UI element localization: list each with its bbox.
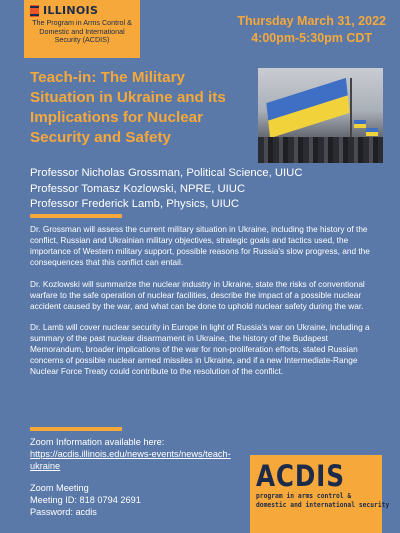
ukraine-flag-icon [266, 78, 349, 138]
speaker: Professor Nicholas Grossman, Political Science, UIUC [30, 167, 303, 179]
event-date: Thursday March 31, 2022 [237, 14, 386, 28]
crowd [258, 137, 383, 163]
event-datetime [237, 14, 386, 45]
zoom-info-link[interactable]: https://acdis.illinois.edu/news-events/news/teach-ukraine [30, 448, 231, 471]
zoom-info [30, 437, 242, 519]
paragraph-lamb: Dr. Lamb will cover nuclear security in Europe in light of Russia's war on Ukraine, including a summary of the past nuclear disarmament in Ukraine, the history of the Budapest Memorandum, broader implications of the war for non-proliferation efforts, stated Russian concerns of possible nuclear armed missiles in Ukraine, and if a new Intermediate-Range Nuclear Force Treaty could contribute to the resolution of the conflict. [30, 322, 370, 376]
small-flag-icon [366, 128, 378, 136]
org-badge [24, 0, 140, 58]
zoom-info-label: Zoom Information available here: [30, 437, 165, 447]
description [30, 224, 378, 388]
org-name: ILLINOIS [43, 4, 99, 17]
zoom-password: Password: acdis [30, 506, 97, 517]
illinois-block-i-icon [30, 5, 39, 17]
acdis-logo-line2: domestic and international security [256, 500, 390, 509]
divider-rule [30, 214, 122, 218]
zoom-meeting-id: Meeting ID: 818 0794 2691 [30, 495, 141, 506]
small-flag-icon [354, 120, 366, 128]
event-title: Teach-in: The Military Situation in Ukraine and its Implications for Nuclear Security and Safety [30, 69, 226, 146]
zoom-meeting-label: Zoom Meeting [30, 483, 89, 494]
paragraph-kozlowski: Dr. Kozlowski will summarize the nuclear industry in Ukraine, state the risks of conventional warfare to the safe operation of nuclear facilities, describe the impact of a possible nuclear accident caused by the war, and what can be done to uphold nuclear safety during the war. [30, 278, 365, 311]
program-name: The Program in Arms Control & Domestic and International Security (ACDIS) [32, 18, 132, 45]
divider-rule [30, 427, 122, 431]
acdis-logo-line1: program in arms control & [256, 491, 352, 500]
org-header [30, 4, 134, 17]
speaker: Professor Frederick Lamb, Physics, UIUC [30, 198, 240, 210]
acdis-logo-text: ACDIS [256, 459, 345, 493]
paragraph-grossman: Dr. Grossman will assess the current military situation in Ukraine, including the history of the conflict, Russian and Ukrainian military objectives, strategic goals and tactics used, the importance of Western military support, possible reasons for Russia's slow progress, and the consequences that this conflict can entail. [30, 224, 370, 267]
speaker-list [30, 166, 302, 213]
speaker: Professor Tomasz Kozlowski, NPRE, UIUC [30, 182, 246, 195]
ukraine-rally-photo [258, 68, 383, 163]
event-time: 4:00pm-5:30pm CDT [251, 31, 373, 45]
acdis-logo [250, 455, 390, 533]
